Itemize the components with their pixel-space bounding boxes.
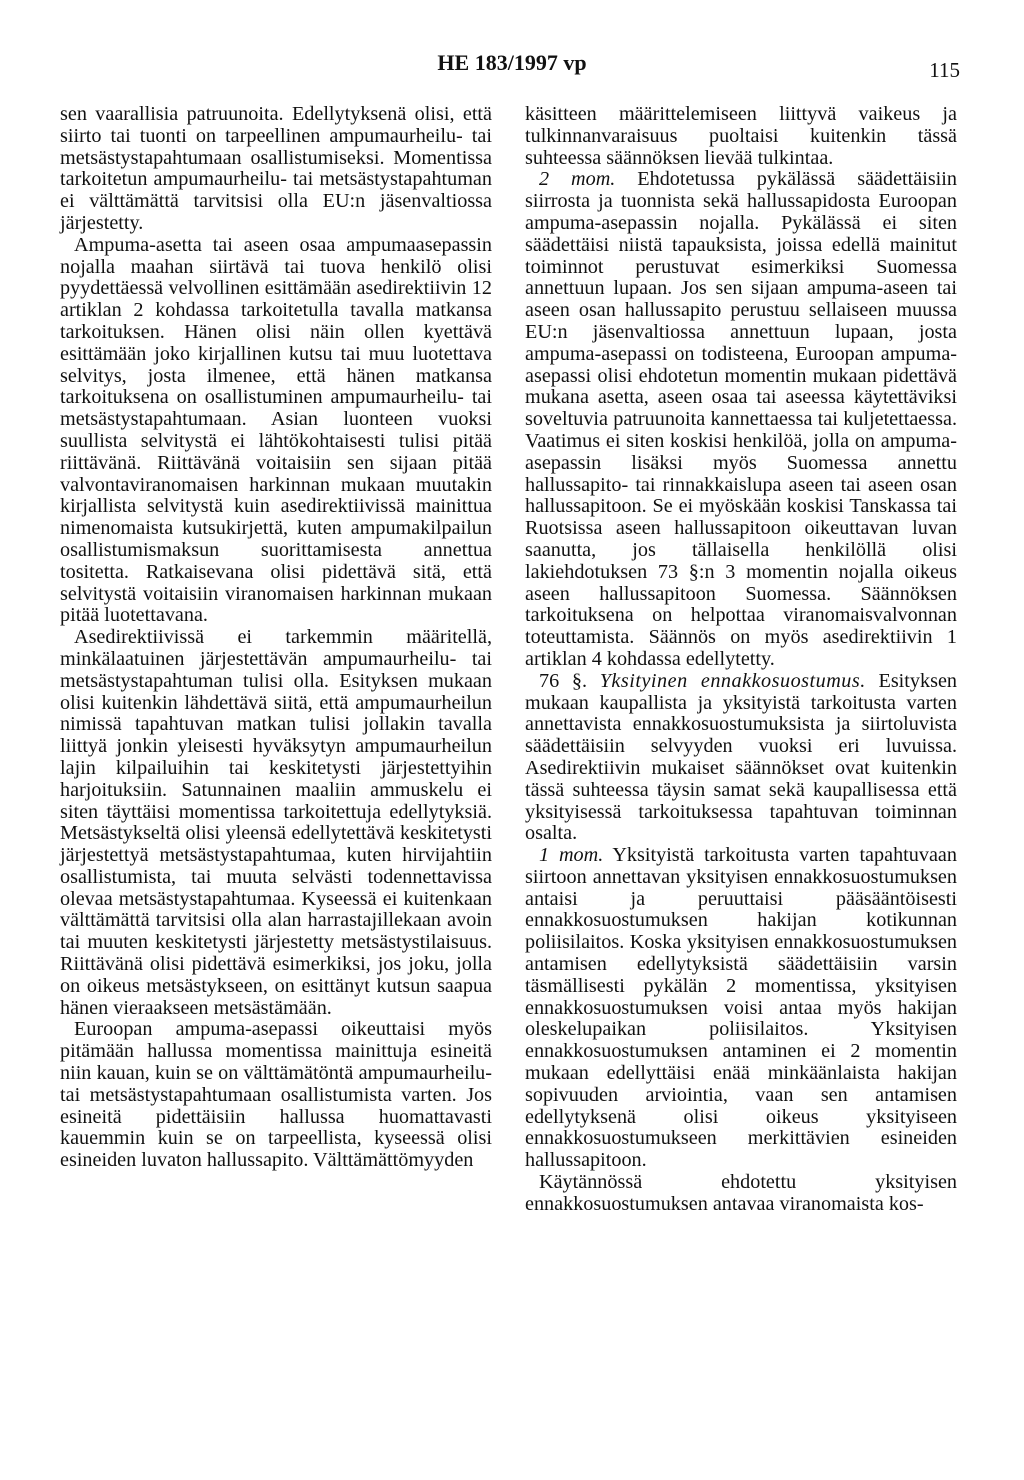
- subsection-label: 2 mom.: [539, 168, 616, 191]
- paragraph: sen vaarallisia patruunoita. Edellytyksenä olisi, että siirto tai tuonti on tarpeellinen ampumaurheilu- tai metsästystapahtumaan osallistumiseksi. Momentissa tarkoitetun ampumaurheilu- tai metsästystapahtuman ei välttämättä tarvitsisi olla EU:n jäsenvaltiossa järjestetty.: [60, 103, 492, 234]
- paragraph: [525, 169, 957, 670]
- right-column: [525, 104, 957, 1216]
- paragraph: [525, 671, 957, 845]
- subsection-label: 1 mom.: [539, 844, 604, 867]
- paragraph-text: Ehdotetussa pykälässä säädettäisiin siirrosta ja tuonnista sekä hallussapidosta Euroopan ampuma-asepassin nojalla. Pykälässä ei siten säädettäisi niistä tapauksista, joissa edellä mainitut toiminnot perustuvat esimerkiksi Suomessa annettuun lupaan. Jos sen sijaan ampuma-aseen tai aseen osan hallussapito perustuu sellaiseen muussa EU:n jäsenvaltiossa annettuun lupaan, josta ampuma-asepassi on todisteena, Euroopan ampuma-asepassi olisi ehdotetun momentin mukaan pidettävä mukana asetta, aseen osaa tai aseessa käytettäviksi soveltuvia patruunoita kannettaessa tai kuljetettaessa. Vaatimus ei siten koskisi henkilöä, jolla on ampuma-asepassin lisäksi myös Suomessa annettu hallussapito- tai rinnakkaislupa aseen tai aseen osan hallussapitoon. Se ei myöskään koskisi Tanskassa tai Ruotsissa aseen hallussapitoon oikeuttavan luvan saanutta, jos tällaisella henkilöllä olisi lakiehdotuksen 73 §:n 3 momentin nojalla oikeus aseen hallussapitoon Suomessa. Säännöksen tarkoituksena on helpottaa viranomaisvalvonnan toteuttamista. Säännös on myös asedirektiivin 1 artiklan 4 kohdassa edellytetty.: [525, 168, 957, 670]
- section-heading: Yksityinen ennakkosuostumus.: [599, 669, 866, 692]
- paragraph: Euroopan ampuma-asepassi oikeuttaisi myös pitämään hallussa momentissa mainittuja esineitä niin kauan, kuin se on välttämätöntä ampumaurheilu- tai metsästystapahtumaan osallistumista varten. Jos esineitä pidettäisiin hallussa huomattavasti kauemmin kuin se on tarpeellista, kyseessä olisi esineiden luvaton hallussapito. Välttämättömyyden: [60, 1018, 492, 1172]
- section-number: 76 §.: [539, 669, 588, 692]
- paragraph-text: Yksityistä tarkoitusta varten tapahtuvaan siirtoon annettavan yksityisen ennakkosuostumuksen antaisi ja peruuttaisi pääsääntöisesti ennakkosuostumuksen hakijan kotikunnan poliisilaitos. Koska yksityisen ennakkosuostumuksen antamisen edellytyksistä säädettäisiin varsin täsmällisesti pykälän 2 momentissa, yksityisen ennakkosuostumuksen voisi antaa myös hakijan oleskelupaikan poliisilaitos. Yksityisen ennakkosuostumuksen antaminen ei 2 momentin mukaan edellyttäisi enää minkäänlaista hakijan sopivuuden arviointia, vaan sen antamisen edellytyksenä olisi oikeus yksityiseen ennakkosuostumukseen merkittävien esineiden hallussapitoon.: [525, 844, 957, 1172]
- left-column: [60, 104, 492, 1172]
- page-header-title: HE 183/1997 vp: [437, 50, 587, 75]
- paragraph: Asedirektiivissä ei tarkemmin määritellä, minkälaatuinen järjestettävän ampumaurheilu- tai metsästystapahtuman tulisi olla. Esityksen mukaan olisi kuitenkin lähdettävä siitä, että ampumaurheilun nimissä tapahtuvan matkan tulisi jollakin tavalla liittyä jonkin yleisesti hyväksytyn ampumaurheilun lajin kilpailuihin tai keskitetysti järjestettyihin harjoituksiin. Satunnainen maaliin ammuskelu ei siten täyttäisi momentissa tarkoitettuja edellytyksiä. Metsästykseltä olisi yleensä edellytettävä keskitetysti järjestettyä metsästystapahtumaa, kuten hirvijahtiin osallistumista, tai muuta selvästi todennettavissa olevaa metsästystapahtumaa. Kyseessä ei kuitenkaan välttämättä tarvitsisi olla alan harrastajillekaan avoin tai muuten keskitetysti järjestetty metsästystilaisuus. Riittävänä olisi pidettävä esimerkiksi, jos joku, jolla on oikeus metsästykseen, on esittänyt kutsun saapua hänen vieraakseen metsästämään.: [60, 626, 492, 1019]
- paragraph: Käytännössä ehdotettu yksityisen ennakkosuostumuksen antavaa viranomaista kos-: [525, 1171, 957, 1215]
- paragraph-text: Esityksen mukaan kaupallista ja yksityistä tarkoitusta varten annettavista ennakkosuostumuksista ja siirtoluvista säädettäisiin selvyyden vuoksi eri luvuissa. Asedirektiivin mukaiset säännökset ovat kuitenkin tässä suhteessa täysin samat sekä kaupallisessa että yksityisessä tarkoituksessa tapahtuvan toiminnan osalta.: [525, 669, 957, 845]
- paragraph: [525, 845, 957, 1172]
- paragraph: Ampuma-asetta tai aseen osaa ampumaasepassin nojalla maahan siirtävä tai tuova henkilö olisi pyydettäessä velvollinen esittämään asedirektiivin 12 artiklan 2 kohdassa tarkoitetulla tavalla matkansa tarkoituksen. Hänen olisi näin ollen kyettävä esittämään joko kirjallinen kutsu tai muu luotettava selvitys, josta ilmenee, että hänen matkansa tarkoituksena on osallistuminen ampumaurheilu- tai metsästystapahtumaan. Asian luonteen vuoksi suullista selvitystä ei lähtökohtaisesti tulisi pitää riittävänä. Riittävänä voitaisiin sen sijaan pitää valvontaviranomaisen harkinnan mukaan muutakin kirjallista selvitystä kuin asedirektiivissä mainittua nimenomaista kutsukirjettä, kuten ampumakilpailun osallistumismaksun suorittamisesta annettua tositetta. Ratkaisevana olisi pidettävä sitä, että selvitystä voitaisiin viranomaisen harkinnan mukaan pitää luotettavana.: [60, 233, 492, 627]
- page-number: 115: [929, 58, 960, 82]
- paragraph: käsitteen määrittelemiseen liittyvä vaikeus ja tulkinnanvaraisuus puoltaisi kuitenkin tässä suhteessa säännöksen lievää tulkintaa.: [525, 103, 957, 169]
